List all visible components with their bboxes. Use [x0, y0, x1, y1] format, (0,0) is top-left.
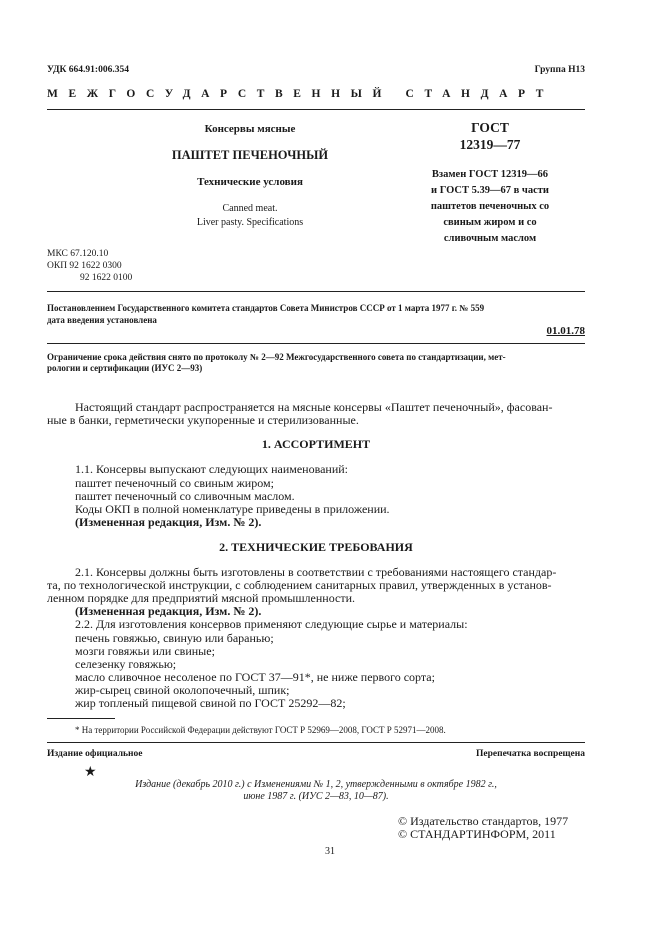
s1-line: паштет печеночный со сливочным маслом. — [75, 489, 295, 503]
document-subtitle: Технические условия — [197, 176, 303, 188]
header-rule — [47, 109, 585, 110]
group-code: Группа Н13 — [534, 65, 585, 75]
udk-code: УДК 664.91:006.354 — [47, 65, 129, 75]
replaces-line: паштетов печеночных со — [430, 201, 550, 212]
product-group: Консервы мясные — [204, 123, 296, 135]
classification-codes — [47, 248, 132, 284]
s1-amendment: (Измененная редакция, Изм. № 2). — [75, 515, 262, 529]
edition-line2: июне 1987 г. (ИУС 2—83, 10—87). — [243, 791, 389, 802]
footnote-rule — [47, 718, 115, 719]
section1-title: 1. АССОРТИМЕНТ — [261, 437, 371, 451]
footnote: * На территории Российской Федерации действуют ГОСТ Р 52969—2008, ГОСТ Р 52971—2008. — [75, 725, 446, 735]
replaces-block — [395, 167, 585, 247]
s22-line: 2.2. Для изготовления консервов применяют следующие сырье и материалы: — [75, 617, 468, 631]
s22-line: печень говяжью, свиную или баранью; — [75, 631, 274, 645]
s21-amendment: (Измененная редакция, Изм. № 2). — [75, 604, 262, 618]
okp-code: ОКП 92 1622 0300 — [47, 261, 122, 271]
restriction-line2: рологии и сертификации (ИУС 2—93) — [47, 363, 203, 373]
intro-line2: ные в банки, герметически укупоренные и стерилизованные. — [47, 413, 359, 427]
replaces-line: свиным жиром и со — [443, 217, 537, 228]
decree-line2: дата введения установлена — [47, 315, 157, 325]
s22-line: жир-сырец свиной околопочечный, шпик; — [75, 683, 290, 697]
s22-line: жир топленый пищевой свиной по ГОСТ 25292—82; — [75, 696, 346, 710]
s22-line: селезенку говяжью; — [75, 657, 177, 671]
replaces-line: Взамен ГОСТ 12319—66 — [431, 169, 549, 180]
star-icon: ★ — [84, 765, 97, 780]
english-title-line2: Liver pasty. Specifications — [196, 217, 304, 228]
english-title-line1: Canned meat. — [222, 203, 278, 214]
document-title: ПАШТЕТ ПЕЧЕНОЧНЫЙ — [171, 148, 329, 162]
replaces-line: сливочным маслом — [443, 233, 537, 244]
copyright-line1: © Издательство стандартов, 1977 — [398, 814, 569, 828]
footer-rule — [47, 742, 585, 743]
s21-line2: та, по технологической инструкции, с соблюдением санитарных правил, утвержденных в установ- — [47, 578, 552, 592]
official-edition: Издание официальное — [47, 749, 143, 759]
okp-code: 92 1622 0100 — [80, 273, 133, 283]
edition-line1: Издание (декабрь 2010 г.) с Изменениями № 1, 2, утвержденными в октябре 1982 г., — [135, 779, 497, 790]
decree-rule — [47, 343, 585, 344]
s22-line: мозги говяжьи или свиные; — [75, 644, 215, 658]
mks-code: МКС 67.120.10 — [47, 249, 109, 259]
s1-line: Коды ОКП в полной номенклатуре приведены в приложении. — [75, 502, 390, 516]
decree-line1: Постановлением Государственного комитета стандартов Совета Министров СССР от 1 марта 1977 г. № 559 — [47, 303, 485, 313]
effective-date: 01.01.78 — [546, 325, 585, 337]
section2-title: 2. ТЕХНИЧЕСКИЕ ТРЕБОВАНИЯ — [219, 540, 413, 554]
reprint-notice: Перепечатка воспрещена — [475, 749, 585, 759]
copyright-line2: © СТАНДАРТИНФОРМ, 2011 — [398, 827, 556, 841]
replaces-line: и ГОСТ 5.39—67 в части — [431, 185, 549, 196]
gost-label: ГОСТ — [471, 120, 509, 135]
gost-number: 12319—77 — [459, 137, 521, 152]
restriction-line1: Ограничение срока действия снято по протоколу № 2—92 Межгосударственного совета по стандартизации, мет- — [47, 352, 506, 362]
s1-line: 1.1. Консервы выпускают следующих наименований: — [75, 462, 349, 476]
s21-line3: ленном порядке для предприятий мясной промышленности. — [47, 591, 356, 605]
s21-line1: 2.1. Консервы должны быть изготовлены в соответствии с требованиями настоящего стандар- — [75, 565, 557, 579]
page-number: 31 — [325, 846, 335, 857]
codes-rule — [47, 291, 585, 292]
s22-line: масло сливочное несоленое по ГОСТ 37—91*, не ниже первого сорта; — [75, 670, 435, 684]
s1-line: паштет печеночный со свиным жиром; — [75, 476, 274, 490]
standard-type: МЕЖГОСУДАРСТВЕННЫЙ СТАНДАРТ — [47, 88, 555, 100]
intro-line1: Настоящий стандарт распространяется на мясные консервы «Паштет печеночный», фасован- — [75, 400, 553, 414]
